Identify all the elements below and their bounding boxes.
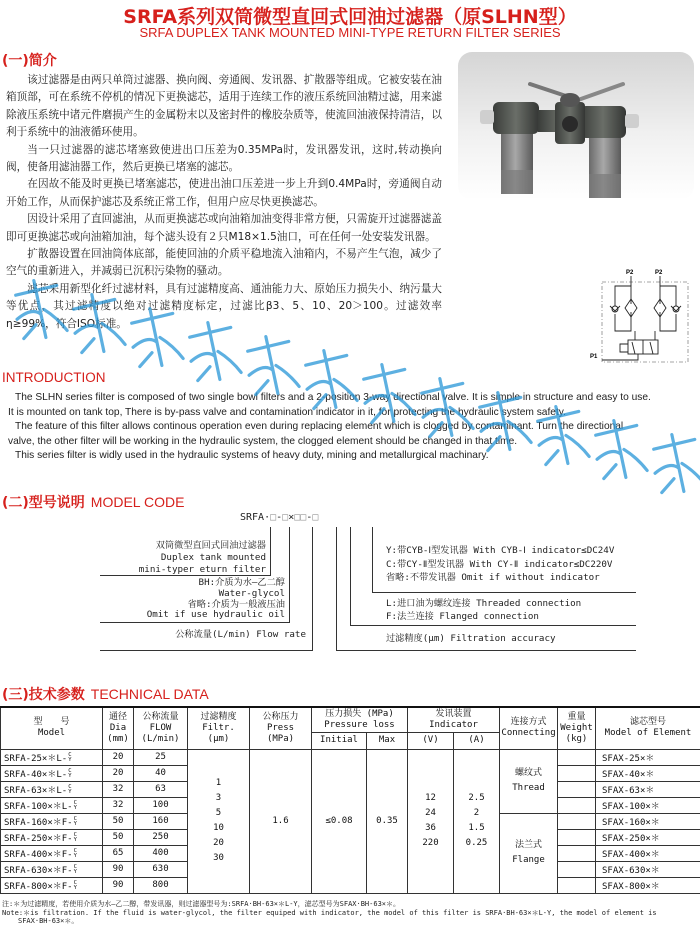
cell-flow: 63 bbox=[134, 781, 188, 797]
cell-element: SFAX-25×＊ bbox=[596, 749, 700, 765]
duplex-filter-illustration bbox=[458, 52, 694, 200]
suffix-c-y: C Y bbox=[73, 863, 77, 875]
section-heading-technical-data: (三)技术参数 TECHNICAL DATA bbox=[2, 686, 209, 703]
cell-a: 2.5 2 1.5 0.25 bbox=[454, 749, 500, 893]
cell-model: SRFA-800×＊F- C Y bbox=[1, 877, 103, 893]
cell-flow: 250 bbox=[134, 829, 188, 845]
page-title: SRFA系列双筒微型直回式回油过滤器（原SLHN型） bbox=[123, 6, 577, 28]
cell-element: SFAX-40×＊ bbox=[596, 765, 700, 781]
suffix-c-y: C Y bbox=[68, 783, 72, 795]
technical-data-table bbox=[0, 706, 700, 894]
cell-dia: 90 bbox=[103, 861, 134, 877]
cell-flow: 100 bbox=[134, 797, 188, 813]
intro-en-line: It is mounted on tank top, There is by-pass valve and contamination indicator in it, for protecting the hydraulic system safety. bbox=[8, 406, 566, 418]
cell-dia: 65 bbox=[103, 845, 134, 861]
col-flow: 公称流量 FLOW (L/min) bbox=[134, 707, 188, 749]
col-initial: Initial bbox=[312, 732, 367, 749]
suffix-c-y: C Y bbox=[68, 751, 72, 763]
cell-model: SRFA-40×＊L- C Y bbox=[1, 765, 103, 781]
cell-weight bbox=[558, 797, 596, 813]
intro-paragraph: 扩散器设置在回油筒体底部，能使回油的介质平稳地流入油箱内，不易产生气泡，减少了空气的重新进入，并减弱已沉积污染物的骚动。 bbox=[6, 248, 442, 278]
cell-conn-flange: 法兰式 Flange bbox=[500, 813, 558, 893]
model-code-flow-label bbox=[40, 629, 306, 641]
filter-name-en: Duplex tank mounted bbox=[160, 551, 266, 563]
cell-flow: 160 bbox=[134, 813, 188, 829]
cell-flow: 400 bbox=[134, 845, 188, 861]
indicator-omit: 省略:不带发讯器 Omit if without indicator bbox=[386, 572, 600, 583]
model-code-indicator-labels bbox=[386, 544, 614, 585]
cell-conn-thread: 螺纹式 Thread bbox=[500, 749, 558, 813]
model-code-left-labels bbox=[40, 540, 266, 575]
intro-paragraph: 在因故不能及时更换已堵塞滤芯，使进出油口压差进一步上升到0.4MPa时，旁通阀自动开始工作，从而保护滤芯及系统正常工作，但用户应尽快更换滤芯。 bbox=[6, 178, 442, 208]
cell-model: SRFA-25×＊L- C Y bbox=[1, 749, 103, 765]
cell-weight bbox=[558, 877, 596, 893]
cell-model: SRFA-250×＊F- C Y bbox=[1, 829, 103, 845]
cell-dia: 32 bbox=[103, 797, 134, 813]
col-pressure-loss: 压力损失 (MPa) Pressure loss bbox=[312, 707, 408, 732]
cell-v: 12 24 36 220 bbox=[408, 749, 454, 893]
col-connecting: 连接方式 Connecting bbox=[500, 707, 558, 749]
cell-dia: 20 bbox=[103, 765, 134, 781]
cell-model: SRFA-630×＊F- C Y bbox=[1, 861, 103, 877]
cell-element: SFAX-800×＊ bbox=[596, 877, 700, 893]
col-v: (V) bbox=[408, 732, 454, 749]
cell-dia: 32 bbox=[103, 781, 134, 797]
cell-weight bbox=[558, 829, 596, 845]
col-max: Max bbox=[367, 732, 408, 749]
col-model: 型 号 Model bbox=[1, 707, 103, 749]
cell-max: 0.35 bbox=[367, 749, 408, 893]
cell-weight bbox=[558, 749, 596, 765]
col-element: 滤芯型号 Model of Element bbox=[596, 707, 700, 749]
cell-element: SFAX-630×＊ bbox=[596, 861, 700, 877]
cell-dia: 50 bbox=[103, 813, 134, 829]
intro-en-line: The feature of this filter allows continous operation even during replacing element which is clogged by contaminant. Turn the directional bbox=[15, 421, 624, 433]
port-label-p2: P2 bbox=[626, 270, 634, 276]
cell-weight bbox=[558, 781, 596, 797]
connection-l: L:进口油为螺纹连接 Threaded connection bbox=[386, 598, 582, 609]
suffix-c-y: C Y bbox=[73, 815, 77, 827]
intro-cn-text bbox=[6, 72, 442, 333]
intro-en-line: This series filter is widly used in the hydraulic systems of heavy duty, mining and metallurgical machinary. bbox=[15, 450, 489, 462]
hydraulic-symbol-diagram bbox=[590, 268, 700, 368]
note-cn: 注:＊为过滤精度，若使用介质为水—乙二醇，带发讯器，则过滤器型号为:SRFA·BH-63×＊L-Y，滤芯型号为SFAX·BH-63×＊。 bbox=[2, 900, 401, 908]
cell-dia: 50 bbox=[103, 829, 134, 845]
intro-en-line: valve, the other filter will be working in the hydraulic system, the clogged element should be changed in that time. bbox=[8, 435, 518, 447]
section-heading-intro: (一)简介 bbox=[2, 53, 57, 69]
port-label-p1: P1 bbox=[590, 354, 598, 360]
col-press: 公称压力 Press (MPa) bbox=[250, 707, 312, 749]
flow-rate-label: 公称流量(L/min) Flow rate bbox=[175, 629, 306, 640]
suffix-c-y: C Y bbox=[73, 831, 77, 843]
filter-name-cn: 双筒微型直回式回油过滤器 bbox=[155, 540, 266, 551]
indicator-c: C:带CY-Ⅱ型发讯器 With CY-Ⅱ indicator≤DC220V bbox=[386, 558, 613, 570]
model-code-medium-labels bbox=[40, 578, 285, 621]
filtration-accuracy-label: 过滤精度(μm) Filtration accuracy bbox=[386, 633, 556, 644]
port-label-p2: P2 bbox=[655, 270, 663, 276]
cell-element: SFAX-160×＊ bbox=[596, 813, 700, 829]
cell-element: SFAX-63×＊ bbox=[596, 781, 700, 797]
intro-paragraph: 滤芯采用新型化纤过滤材料，具有过滤精度高、通油能力大、原始压力损失小、纳污量大等优点，其过滤精度以绝对过滤精度标定，过滤比β3、5、10、20＞100。过滤效率η≥99%，符合ISO标准。 bbox=[6, 282, 442, 330]
cell-weight bbox=[558, 861, 596, 877]
col-filtr: 过滤精度 Filtr. (μm) bbox=[188, 707, 250, 749]
cell-element: SFAX-400×＊ bbox=[596, 845, 700, 861]
medium-bh-en: Water-glycol bbox=[218, 587, 285, 599]
medium-bh: BH:介质为水—乙二醇 bbox=[198, 577, 285, 588]
cell-filtr: 1 3 5 10 20 30 bbox=[188, 749, 250, 893]
section-heading-introduction: INTRODUCTION bbox=[2, 370, 106, 385]
suffix-c-y: C Y bbox=[68, 767, 72, 779]
table-notes bbox=[2, 900, 700, 926]
medium-omit-en: Omit if use hydraulic oil bbox=[146, 609, 285, 621]
col-weight: 重量 Weight (kg) bbox=[558, 707, 596, 749]
intro-paragraph: 因设计采用了直回滤油，从而更换滤芯或向油箱加油变得非常方便，只需旋开过滤器滤盖即可更换滤芯或向油箱加油，每个滤头设有２只M18×1.5油口，可在任何一处安装发讯器。 bbox=[6, 213, 442, 243]
medium-omit: 省略:介质为一般液压油 bbox=[187, 598, 285, 610]
suffix-c-y: C Y bbox=[73, 799, 77, 811]
model-code-accuracy-label bbox=[386, 633, 556, 645]
suffix-c-y: C Y bbox=[73, 847, 77, 859]
watermark-glyph bbox=[244, 333, 300, 397]
cell-flow: 630 bbox=[134, 861, 188, 877]
cell-press: 1.6 bbox=[250, 749, 312, 893]
cell-flow: 800 bbox=[134, 877, 188, 893]
intro-en-line: The SLHN series filter is composed of two single bowl filters and a 2-position 3-way directional valve. It is simple in structure and easy to use. bbox=[15, 392, 651, 403]
intro-en-text bbox=[8, 391, 700, 464]
suffix-c-y: C Y bbox=[73, 879, 77, 891]
page-subtitle: SRFA DUPLEX TANK MOUNTED MINI-TYPE RETURN FILTER SERIES bbox=[139, 25, 561, 40]
table-row bbox=[1, 749, 700, 765]
filter-name-en: mini-typer eturn filter bbox=[138, 563, 266, 575]
col-indicator: 发讯装置 Indicator bbox=[408, 707, 500, 732]
intro-paragraph: 当一只过滤器的滤芯堵塞致使进出口压差为0.35MPa时，发讯器发讯，这时,转动换向阀，使备用滤油器工作，然后更换已堵塞的滤芯。 bbox=[6, 143, 442, 174]
model-code-connection-labels bbox=[386, 598, 581, 623]
cell-element: SFAX-100×＊ bbox=[596, 797, 700, 813]
cell-initial: ≤0.08 bbox=[312, 749, 367, 893]
col-dia: 通径 Dia (mm) bbox=[103, 707, 134, 749]
cell-model: SRFA-400×＊F- C Y bbox=[1, 845, 103, 861]
cell-weight bbox=[558, 813, 596, 829]
product-photo bbox=[458, 52, 694, 200]
col-a: (A) bbox=[454, 732, 500, 749]
connection-f: F:法兰连接 Flanged connection bbox=[386, 610, 539, 622]
cell-flow: 25 bbox=[134, 749, 188, 765]
model-code-pattern: SRFA·□-□×□□-□ bbox=[240, 512, 319, 523]
cell-element: SFAX-250×＊ bbox=[596, 829, 700, 845]
cell-dia: 90 bbox=[103, 877, 134, 893]
section-heading-model-code: (二)型号说明 MODEL CODE bbox=[2, 494, 185, 511]
indicator-y: Y:带CYB-Ⅰ型发讯器 With CYB-Ⅰ indicator≤DC24V bbox=[386, 545, 615, 556]
cell-model: SRFA-160×＊F- C Y bbox=[1, 813, 103, 829]
note-en: Note:＊is filtration. If the fluid is water-glycol, the filter equiped with indicator, the model of this filter is SRFA·BH-63×＊L-Y, the model of element is bbox=[2, 908, 657, 917]
cell-weight bbox=[558, 765, 596, 781]
cell-flow: 40 bbox=[134, 765, 188, 781]
cell-dia: 20 bbox=[103, 749, 134, 765]
cell-model: SRFA-63×＊L- C Y bbox=[1, 781, 103, 797]
cell-weight bbox=[558, 845, 596, 861]
note-en-cont: SFAX·BH-63×＊。 bbox=[18, 917, 79, 926]
cell-model: SRFA-100×＊L- C Y bbox=[1, 797, 103, 813]
intro-paragraph: 该过滤器是由两只单筒过滤器、换向阀、旁通阀、发讯器、扩散器等组成。它被安装在油箱顶部，可在系统不停机的情况下更换滤芯，适用于连续工作的液压系统回油精过滤，用来滤除液压系统中诸元件磨损产生的金属粉末以及密封件的橡胶杂质等，使流回油液保持清洁，以利于系统中的油液循环使用。 bbox=[6, 74, 442, 139]
